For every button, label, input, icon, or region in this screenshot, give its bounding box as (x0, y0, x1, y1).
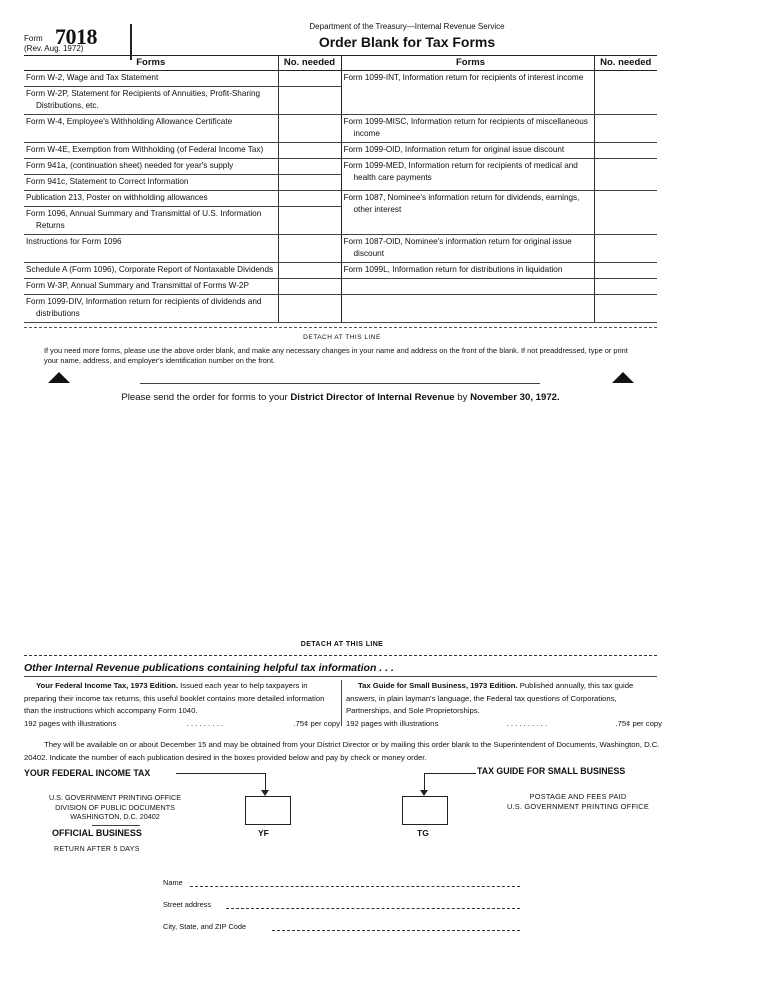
form-item: Form W-4, Employee's Withholding Allowance Certificate (24, 115, 278, 143)
city-state-zip-label: City, State, and ZIP Code (163, 922, 247, 931)
table-row (24, 191, 657, 207)
forms-column-header: Forms (24, 56, 278, 71)
publications-title: Other Internal Revenue publications containing helpful tax information . . . (24, 662, 394, 674)
quantity-cell[interactable] (278, 143, 341, 159)
quantity-cell[interactable] (594, 159, 657, 191)
order-table-header (24, 56, 657, 71)
postage-line: POSTAGE AND FEES PAID (529, 792, 627, 801)
form-item: Form 1099-OID, Information return for original issue discount (341, 143, 594, 159)
divider (24, 676, 657, 677)
quantity-cell[interactable] (594, 279, 657, 295)
return-notice: RETURN AFTER 5 DAYS (54, 846, 140, 853)
detach-label: DETACH AT THIS LINE (300, 641, 384, 648)
form-item: Publication 213, Poster on withholding allowances (24, 191, 278, 207)
quantity-cell[interactable] (278, 295, 341, 323)
send-prefix: Please send the order for forms to your (121, 392, 288, 403)
tg-quantity-box[interactable] (402, 796, 448, 825)
triangle-marker-icon (48, 372, 70, 383)
publication-price: .75¢ per copy (615, 718, 662, 728)
divider (92, 825, 140, 826)
quantity-cell[interactable] (278, 263, 341, 279)
table-row (24, 115, 657, 143)
official-business: OFFICIAL BUSINESS (52, 828, 142, 838)
send-mid: by (457, 392, 468, 403)
yf-label: YOUR FEDERAL INCOME TAX (24, 768, 151, 778)
publication-pages: 192 pages with illustrations (346, 718, 439, 728)
form-item: Form 941c, Statement to Correct Information (24, 175, 278, 191)
form-item: Form W-4E, Exemption from Withholding (of Federal Income Tax) (24, 143, 278, 159)
return-address (30, 793, 200, 822)
publication-name: Your Federal Income Tax, 1973 Edition. (36, 681, 178, 690)
quantity-cell[interactable] (278, 71, 341, 87)
street-address-field[interactable] (226, 908, 520, 909)
quantity-cell[interactable] (594, 71, 657, 115)
order-table (24, 55, 657, 323)
availability-text: They will be available on or about December 15 and may be obtained from your District Director or by mailing this order blank to the Superintendent of Documents, Washington, D.C. 20402. Indicate the number of each publication desired in the boxes provided below and pay by check or money order. (24, 740, 660, 762)
street-address-label: Street address (163, 900, 212, 909)
publication-price: .75¢ per copy (293, 718, 340, 728)
quantity-cell[interactable] (278, 279, 341, 295)
leader-dots: . . . . . . . . . (186, 718, 224, 728)
form-number: 7018 (55, 24, 97, 49)
address-line: U.S. GOVERNMENT PRINTING OFFICE (48, 793, 182, 802)
column-divider (341, 680, 342, 726)
form-item: Form 1099L, Information return for distributions in liquidation (341, 263, 594, 279)
form-item: Schedule A (Form 1096), Corporate Report of Nontaxable Dividends (24, 263, 278, 279)
table-row (24, 295, 657, 323)
quantity-cell[interactable] (594, 115, 657, 143)
publication-description: Published annually, this tax guide answers, in plain layman's language, the Federal tax questions of Corporations, Partnerships, and Sole Proprietorships. (346, 681, 634, 715)
detach-line (24, 327, 657, 328)
revision-date: (Rev. Aug. 1972) (24, 44, 84, 53)
address-line: DIVISION OF PUBLIC DOCUMENTS (55, 802, 175, 812)
leader-dots: . . . . . . . . . . (506, 718, 548, 728)
publication-federal-income-tax (24, 680, 340, 730)
form-label: Form (24, 34, 43, 43)
quantity-cell[interactable] (278, 87, 341, 115)
department-name: Department of the Treasury—Internal Revenue Service (309, 22, 505, 31)
table-row (24, 235, 657, 263)
connector-line (424, 773, 476, 774)
form-item: Form W-2, Wage and Tax Statement (24, 71, 278, 87)
publication-name: Tax Guide for Small Business, 1973 Edition. (358, 681, 518, 690)
quantity-cell[interactable] (278, 115, 341, 143)
district-director: District Director of Internal Revenue (290, 392, 455, 403)
page-title: Order Blank for Tax Forms (318, 34, 496, 50)
form-item: Form W-3P, Annual Summary and Transmittal of Forms W-2P (24, 279, 278, 295)
form-item: Instructions for Form 1096 (24, 235, 278, 263)
address-line: WASHINGTON, D.C. 20402 (70, 812, 160, 821)
detach-label: DETACH AT THIS LINE (303, 334, 381, 341)
table-row (24, 71, 657, 87)
publication-pages: 192 pages with illustrations (24, 718, 117, 728)
blank-form-cell[interactable] (341, 295, 594, 323)
quantity-cell[interactable] (278, 191, 341, 207)
name-label: Name (163, 878, 183, 887)
form-item: Form 1099-MED, Information return for recipients of medical and health care payments (341, 159, 594, 191)
form-item: Form 1087-OID, Nominee's information return for original issue discount (341, 235, 594, 263)
quantity-cell[interactable] (278, 175, 341, 191)
triangle-marker-icon (612, 372, 634, 383)
yf-code: YF (258, 828, 269, 838)
quantity-cell[interactable] (278, 159, 341, 175)
quantity-cell[interactable] (278, 235, 341, 263)
table-row (24, 263, 657, 279)
tg-code: TG (417, 828, 429, 838)
quantity-cell[interactable] (594, 191, 657, 235)
form-item: Form 941a, (continuation sheet) needed for year's supply (24, 159, 278, 175)
blank-form-cell[interactable] (341, 279, 594, 295)
deadline-date: November 30, 1972. (470, 392, 560, 403)
forms-column-header: Forms (341, 56, 594, 71)
no-needed-column-header: No. needed (594, 56, 657, 71)
instructions-text: If you need more forms, please use the above order blank, and make any necessary changes in your name and address on the front of the blank. If not preaddressed, type or print your name, address, and employer's identification number on the front. (44, 346, 628, 365)
publication-small-business (346, 680, 662, 730)
table-row (24, 159, 657, 175)
divider (140, 383, 540, 384)
name-field[interactable] (190, 886, 520, 887)
send-order-text (24, 392, 657, 403)
quantity-cell[interactable] (278, 207, 341, 235)
table-row (24, 143, 657, 159)
quantity-cell[interactable] (594, 295, 657, 323)
form-item: Form W-2P, Statement for Recipients of Annuities, Profit-Sharing Distributions, etc. (24, 87, 278, 115)
postage-line: U.S. GOVERNMENT PRINTING OFFICE (507, 802, 649, 811)
quantity-cell[interactable] (594, 143, 657, 159)
no-needed-column-header: No. needed (278, 56, 341, 71)
form-item: Form 1096, Annual Summary and Transmittal of U.S. Information Returns (24, 207, 278, 235)
postage-indicia (478, 792, 678, 812)
quantity-cell[interactable] (594, 263, 657, 279)
connector-line (176, 773, 266, 774)
city-state-zip-field[interactable] (272, 930, 520, 931)
tg-label: TAX GUIDE FOR SMALL BUSINESS (477, 766, 626, 776)
table-row (24, 279, 657, 295)
form-item: Form 1099-INT, Information return for recipients of interest income (341, 71, 594, 115)
detach-line (24, 655, 657, 656)
form-item: Form 1087, Nominee's information return for dividends, earnings, other interest (341, 191, 594, 235)
yf-quantity-box[interactable] (245, 796, 291, 825)
quantity-cell[interactable] (594, 235, 657, 263)
form-item: Form 1099-DIV, Information return for recipients of dividends and distributions (24, 295, 278, 323)
publication-description: Issued each year to help taxpayers in preparing their income tax returns, this useful booklet contains more detailed information than the instructions which accompany Form 1040. (24, 681, 325, 715)
form-item: Form 1099-MISC, Information return for recipients of miscellaneous income (341, 115, 594, 143)
